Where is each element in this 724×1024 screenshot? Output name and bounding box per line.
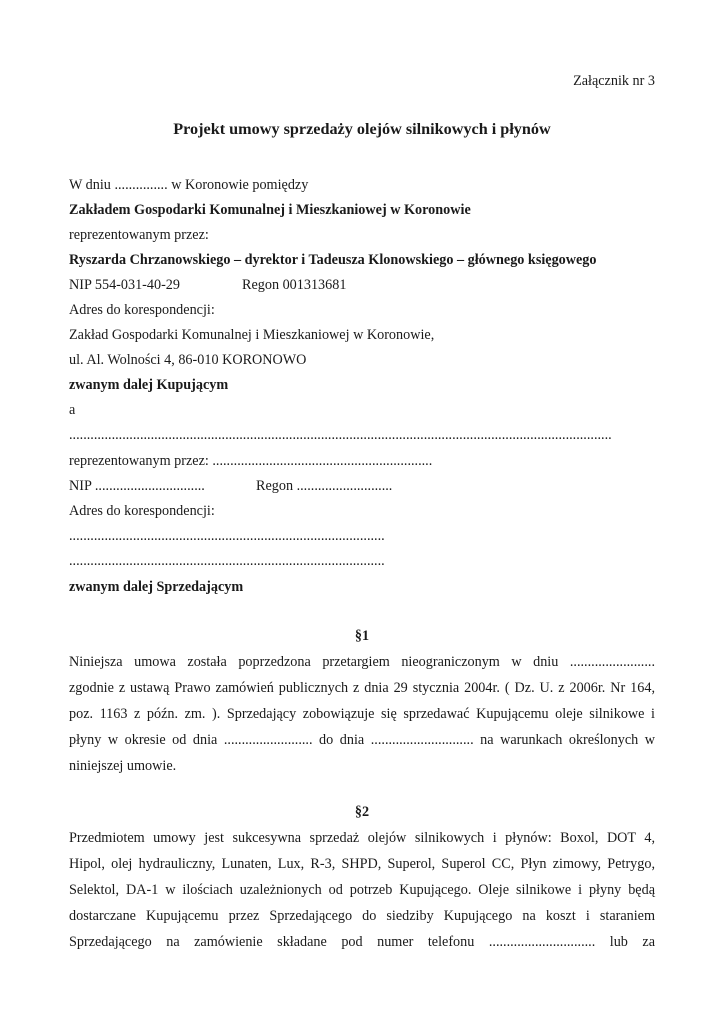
buyer-address-label: Adres do korespondencji: (69, 302, 215, 318)
section-2-line: Selektol, DA-1 w ilościach uzależnionych od potrzeb Kupującego. Oleje silnikowe i płyny będą (69, 882, 655, 898)
seller-regon: Regon ........................... (256, 478, 393, 494)
seller-alias: zwanym dalej Sprzedającym (69, 579, 244, 595)
buyer-address-line2: ul. Al. Wolności 4, 86-010 KORONOWO (69, 352, 307, 368)
section-1-line: zgodnie z ustawą Prawo zamówień publicznych z dnia 29 stycznia 2004r. ( Dz. U. z 2006r. Nr 164, (69, 680, 655, 696)
and-conjunction: a (69, 402, 76, 418)
seller-nip: NIP ............................... (69, 478, 205, 494)
seller-address-dots-1: ......................................................................................... (69, 528, 385, 544)
section-1-line: poz. 1163 z późn. zm. ). Sprzedający zobowiązuje się sprzedawać Kupującemu oleje silnikowe i (69, 706, 655, 722)
section-2-line: Sprzedającego na zamówienie składane pod numer telefonu .............................. lub za (69, 934, 655, 950)
section-2-line: Przedmiotem umowy jest sukcesywna sprzedaż olejów silnikowych i płynów: Boxol, DOT 4, (69, 830, 655, 846)
seller-address-dots-2: ......................................................................................... (69, 553, 385, 569)
section-1-heading: §1 (354, 628, 370, 644)
section-1-line: płyny w okresie od dnia ......................... do dnia ............................. na warunkach określonych w (69, 732, 655, 748)
section-2-line: dostarczane Kupującemu przez Sprzedającego do siedziby Kupującego na koszt i staraniem (69, 908, 655, 924)
buyer-alias: zwanym dalej Kupującym (69, 377, 229, 393)
seller-name-dots: ......................................................................................................................................................... (69, 427, 612, 443)
attachment-label: Załącznik nr 3 (573, 73, 655, 89)
buyer-representatives: Ryszarda Chrzanowskiego – dyrektor i Tadeusza Klonowskiego – głównego księgowego (69, 252, 597, 268)
seller-represented: reprezentowanym przez: .............................................................. (69, 453, 433, 469)
section-1-line: Niniejsza umowa została poprzedzona przetargiem nieograniczonym w dniu ........................ (69, 654, 655, 670)
buyer-regon: Regon 001313681 (242, 277, 347, 293)
section-2-heading: §2 (354, 804, 370, 820)
buyer-address-line1: Zakład Gospodarki Komunalnej i Mieszkaniowej w Koronowie, (69, 327, 435, 343)
date-line: W dniu ............... w Koronowie pomiędzy (69, 177, 309, 193)
buyer-represented-label: reprezentowanym przez: (69, 227, 209, 243)
buyer-nip: NIP 554-031-40-29 (69, 277, 180, 293)
buyer-name: Zakładem Gospodarki Komunalnej i Mieszkaniowej w Koronowie (69, 202, 471, 218)
section-1-line: niniejszej umowie. (69, 758, 177, 774)
section-2-line: Hipol, olej hydrauliczny, Lunaten, Lux, R-3, SHPD, Superol, Superol CC, Płyn zimowy, Petrygo, (69, 856, 655, 872)
document-title: Projekt umowy sprzedaży olejów silnikowych i płynów (173, 120, 551, 138)
seller-address-label: Adres do korespondencji: (69, 503, 215, 519)
